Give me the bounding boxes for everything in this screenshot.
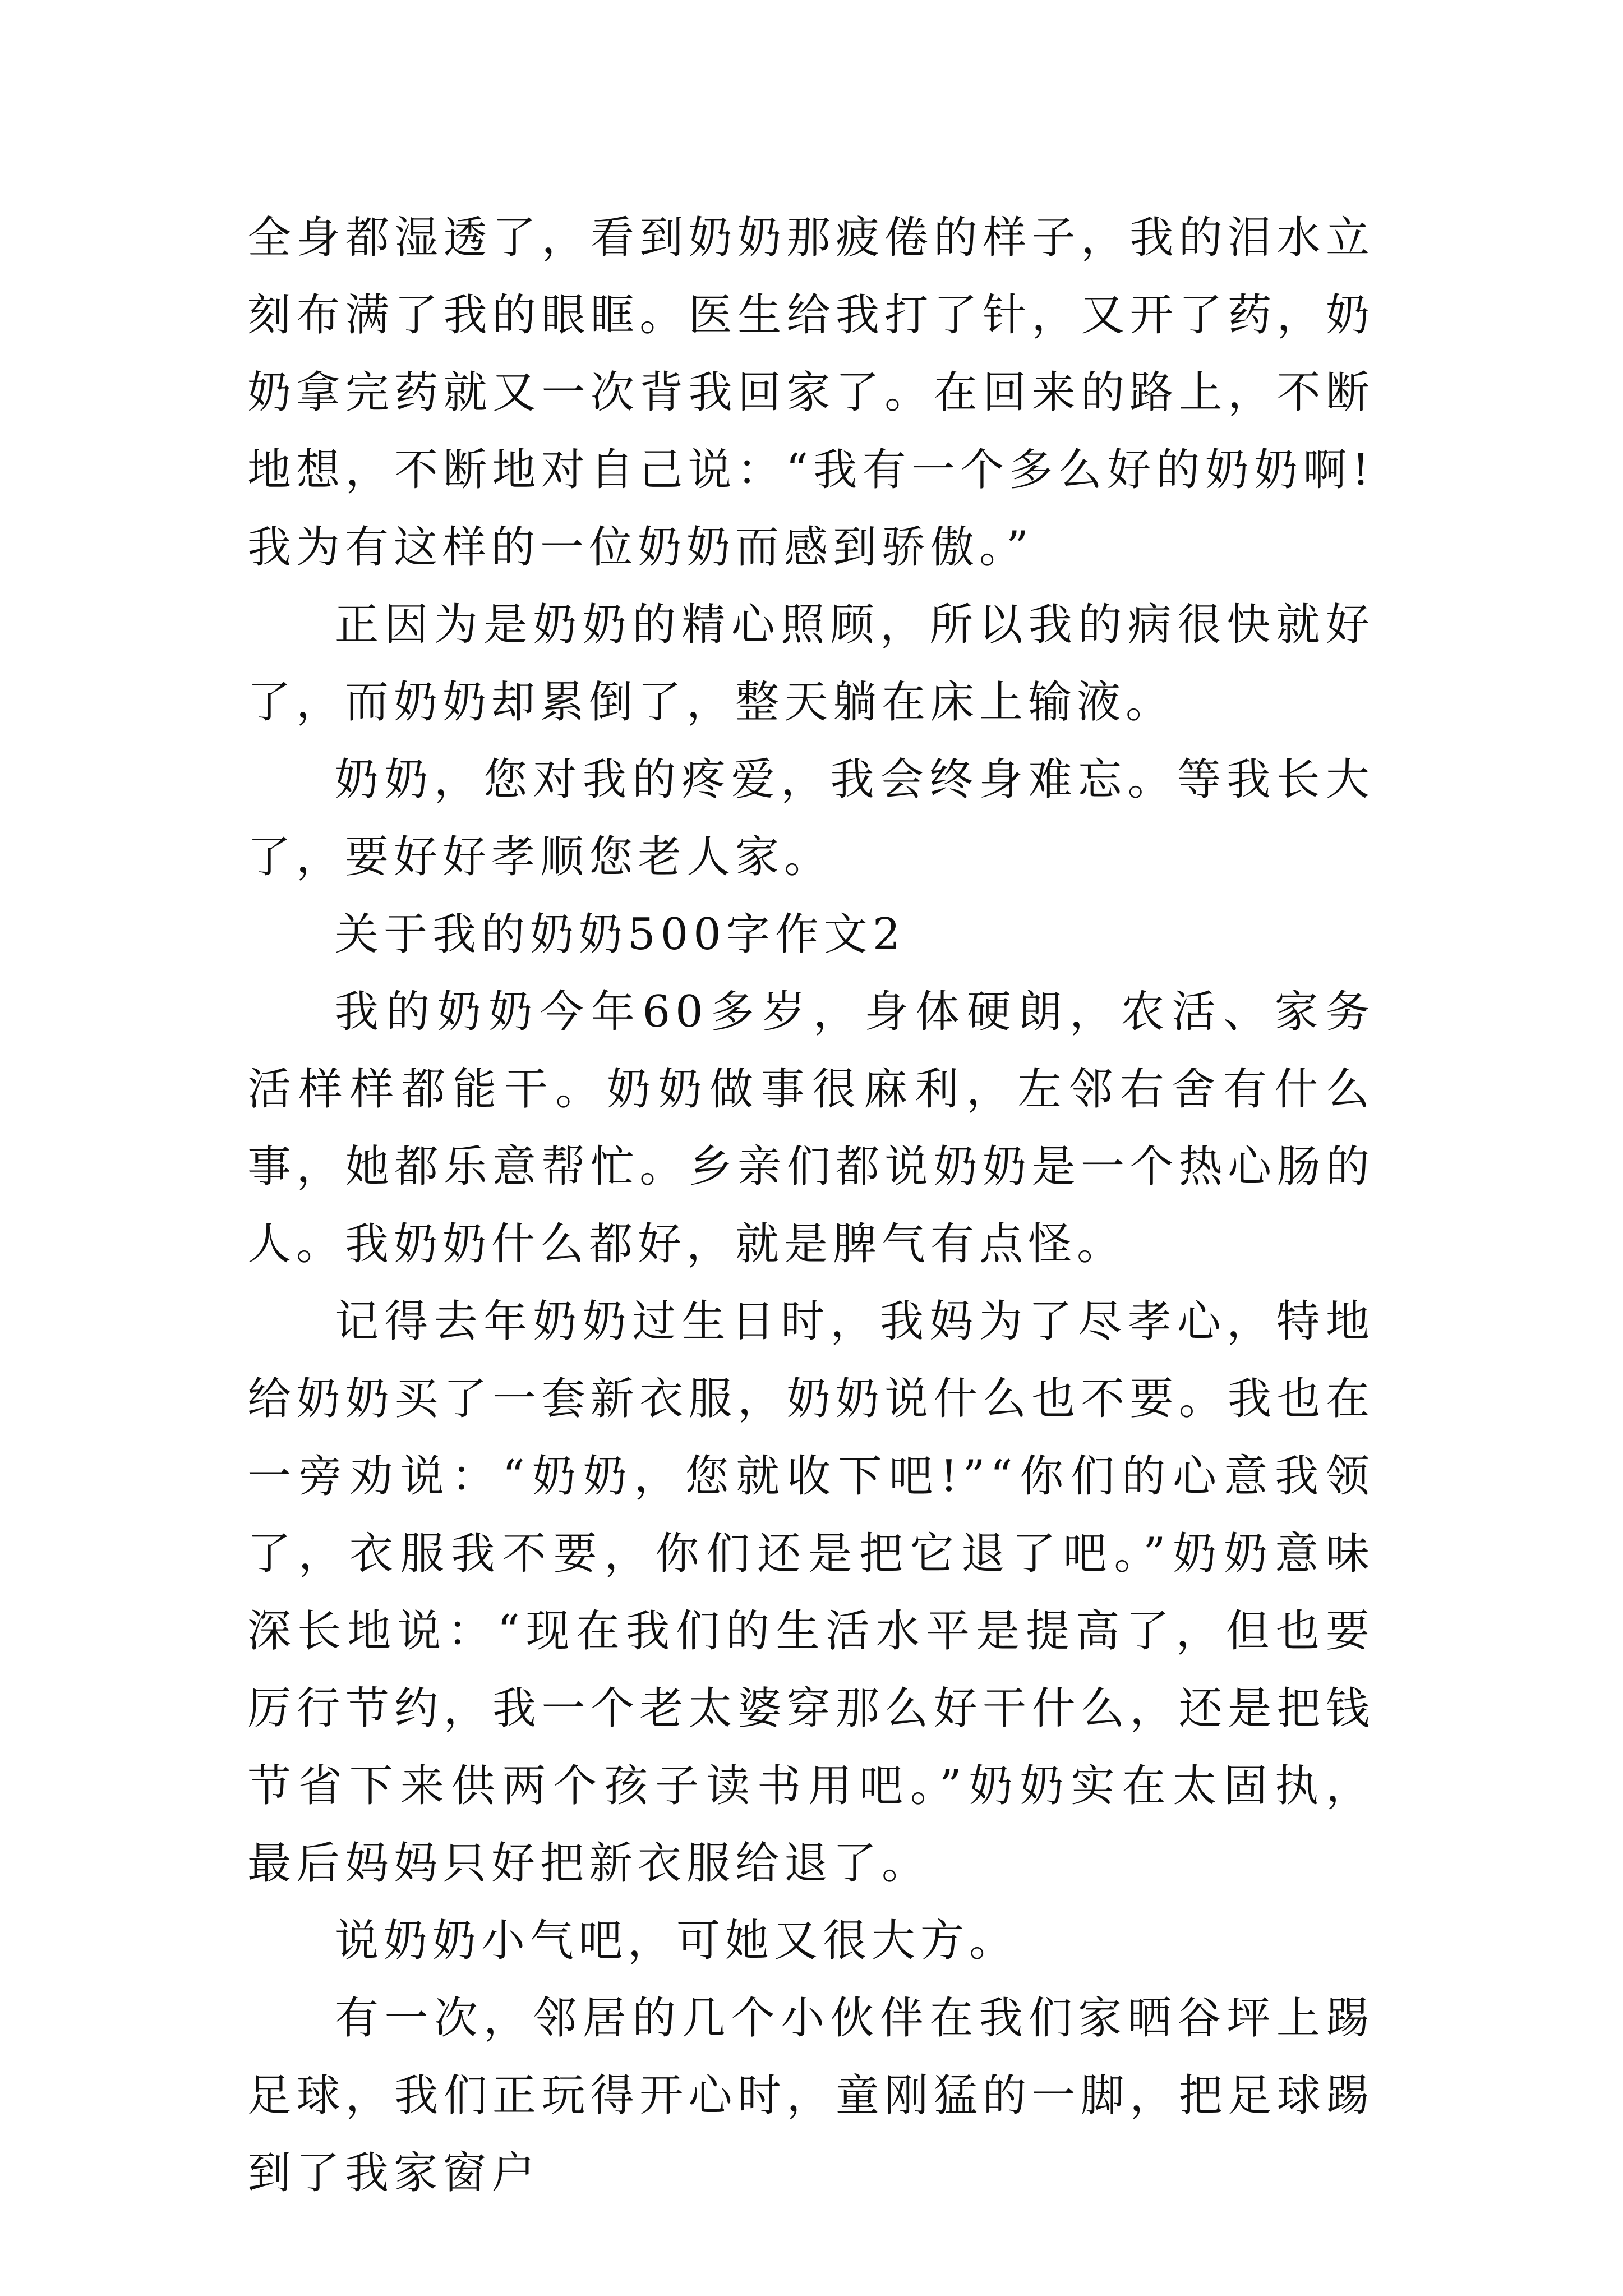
paragraph-4: 我的奶奶今年60多岁，身体硬朗，农活、家务活样样都能干。奶奶做事很麻利，左邻右舍有什么事，她都乐意帮忙。乡亲们都说奶奶是一个热心肠的人。我奶奶什么都好，就是脾气有点怪。 [247,987,1375,1269]
paragraph-1: 全身都湿透了，看到奶奶那疲倦的样子，我的泪水立刻布满了我的眼眶。医生给我打了针，又开了药，奶奶拿完药就又一次背我回家了。在回来的路上，不断地想，不断地对自己说：“我有一个多么好的奶奶啊!我为有这样的一位奶奶而感到骄傲。” [247,213,1375,573]
paragraph-6: 说奶奶小气吧，可她又很大方。 [335,1916,1018,1966]
paragraph-5: 记得去年奶奶过生日时，我妈为了尽孝心，特地给奶奶买了一套新衣服，奶奶说什么也不要。我也在一旁劝说：“奶奶，您就收下吧!”“你们的心意我领了，衣服我不要，你们还是把它退了吧。”奶奶意味深长地说：“现在我们的生活水平是提高了，但也要厉行节约，我一个老太婆穿那么好干什么，还是把钱节省下来供两个孩子读书用吧。”奶奶实在太固执，最后妈妈只好把新衣服给退了。 [247,1296,1375,1889]
paragraph-2: 正因为是奶奶的精心照顾，所以我的病很快就好了，而奶奶却累倒了，整天躺在床上输液。 [247,600,1375,728]
section-heading: 关于我的奶奶500字作文2 [335,909,906,960]
paragraph-3: 奶奶，您对我的疼爱，我会终身难忘。等我长大了，要好好孝顺您老人家。 [247,754,1375,882]
paragraph-7: 有一次，邻居的几个小伙伴在我们家晒谷坪上踢足球，我们正玩得开心时，童刚猛的一脚，把足球踢到了我家窗户 [247,1993,1375,2198]
body-text [247,199,1375,2212]
